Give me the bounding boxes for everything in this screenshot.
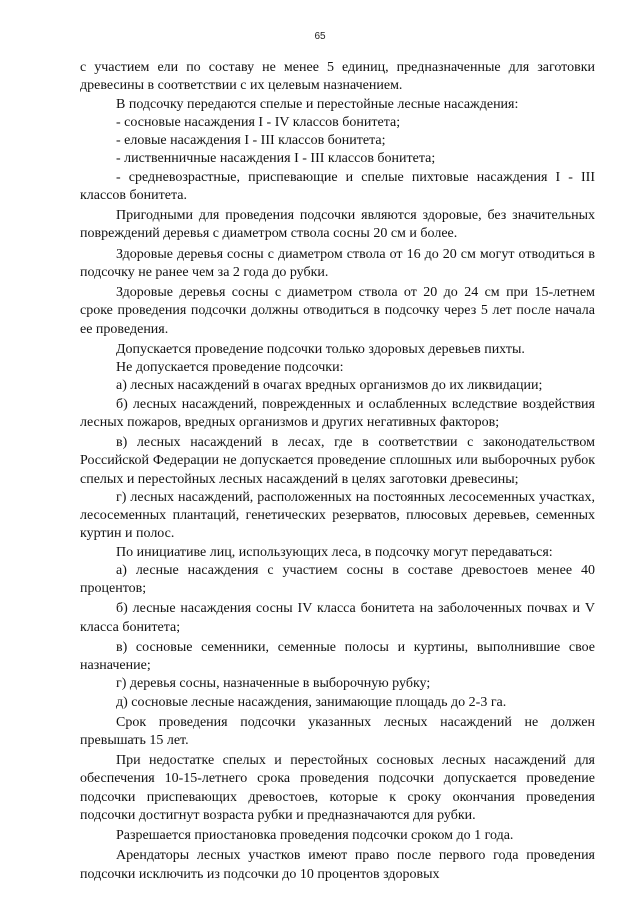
paragraph: По инициативе лиц, использующих леса, в подсочку могут передаваться: — [116, 544, 553, 560]
paragraph: Не допускается проведение подсочки: — [116, 359, 344, 375]
paragraph: Разрешается приостановка проведения подсочки сроком до 1 года. — [116, 828, 514, 844]
page-number: 65 — [314, 31, 326, 42]
list-item: - сосновые насаждения I - IV классов бонитета; — [116, 114, 401, 130]
list-item: а) лесные насаждения с участием сосны в составе древостоев менее 40 процентов; — [80, 563, 595, 597]
paragraph: Допускается проведение подсочки только здоровых деревьев пихты. — [116, 341, 525, 357]
list-item: - еловые насаждения I - III классов бонитета; — [116, 133, 386, 149]
list-item: а) лесных насаждений в очагах вредных организмов до их ликвидации; — [116, 378, 543, 394]
document-body — [80, 59, 595, 884]
paragraph: При недостатке спелых и перестойных сосновых лесных насаждений для обеспечения 10-15-летнего срока проведения подсочки допускается проведение подсочки приспевающих древостоев, которые к сроку окончания проведения подсочки достигнут возраста рубки и предназначаются для рубки. — [80, 753, 595, 824]
list-item: в) сосновые семенники, семенные полосы и куртины, выполнившие свое назначение; — [80, 639, 595, 674]
list-item: д) сосновые лесные насаждения, занимающие площадь до 2-3 га. — [116, 694, 507, 710]
paragraph: с участием ели по составу не менее 5 единиц, предназначенные для заготовки древесины в соответствии с их целевым назначением. — [80, 60, 595, 94]
paragraph: Здоровые деревья сосны с диаметром ствола от 16 до 20 см могут отводиться в подсочку не ранее чем за 2 года до рубки. — [80, 246, 595, 280]
list-item: б) лесных насаждений, поврежденных и ослабленных вследствие воздействия лесных пожаров, вредных организмов и других негативных факторов; — [80, 396, 595, 430]
list-item: - лиственничные насаждения I - III классов бонитета; — [116, 151, 436, 167]
paragraph: Арендаторы лесных участков имеют право после первого года проведения подсочки исключить из подсочки до 10 процентов здоровых — [80, 848, 595, 882]
list-item: г) деревья сосны, назначенные в выборочную рубку; — [116, 676, 431, 692]
paragraph: Пригодными для проведения подсочки являются здоровые, без значительных повреждений деревья с диаметром ствола сосны 20 см и более. — [80, 208, 595, 242]
paragraph: Здоровые деревья сосны с диаметром ствола от 20 до 24 см при 15-летнем сроке проведения подсочки должны отводиться в подсочку через 5 лет после начала ее проведения. — [80, 284, 595, 337]
list-item: б) лесные насаждения сосны IV класса бонитета на заболоченных почвах и V класса бонитета; — [80, 601, 595, 635]
list-item: г) лесных насаждений, расположенных на постоянных лесосеменных участках, лесосеменных плантаций, генетических резерватов, плюсовых деревьев, семенных куртин и полос. — [80, 489, 595, 542]
list-item: - средневозрастные, приспевающие и спелые пихтовые насаждения I - III классов бонитета. — [80, 169, 595, 204]
paragraph: В подсочку передаются спелые и перестойные лесные насаждения: — [116, 96, 519, 112]
list-item: в) лесных насаждений в лесах, где в соответствии с законодательством Российской Федерации не допускается проведение сплошных или выборочных рубок спелых и перестойных лесных насаждений в целях заготовки древесины; — [80, 434, 595, 487]
paragraph: Срок проведения подсочки указанных лесных насаждений не должен превышать 15 лет. — [80, 714, 595, 749]
